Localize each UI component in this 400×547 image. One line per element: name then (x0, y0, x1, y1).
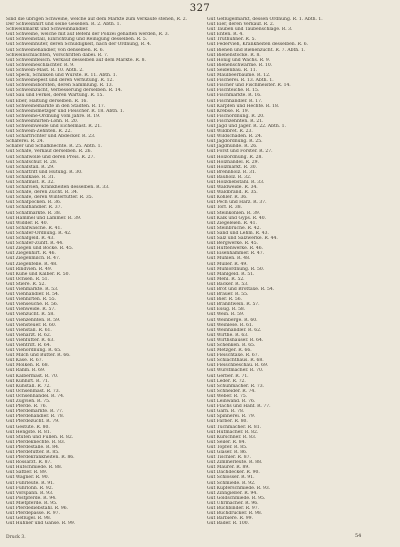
index-entry: Gut Wildschaden. R. 24. (207, 134, 263, 140)
index-entry: Gut Dachdecker. R. 90. (207, 470, 260, 476)
index-entry: Gut Pferdediebstahl. R. 96. (6, 506, 69, 511)
right-column (207, 17, 393, 526)
index-entry: Gut Schafhändler. R. 37. (6, 205, 62, 211)
index-entry: Gut Schaftrift und Hutung. R. 30. (6, 169, 83, 175)
index-entry: Gut Weinhändler. R. 62. (207, 327, 262, 333)
index-entry: Gut Viehfutter. R. 63. (6, 337, 55, 343)
index-entry: Gut Holzordnung. R. 28. (207, 154, 263, 160)
index-entry: Gut Käse. R. 67. (6, 358, 44, 364)
index-entry: Der Schweinhirt und seine Gesellen. R. 2. Abth. 1. (6, 22, 121, 28)
index-entry: Gut Viehzehnten. R. 59. (6, 317, 61, 323)
index-entry: Schäfer und Schafknechte. R. 25. Abth. 1. (6, 144, 102, 150)
index-entry: Gut Maurer. R. 89. (207, 465, 250, 471)
index-entry: Gut Brot und Brottaxe. R. 54. (207, 286, 275, 292)
index-entry: Gut Hengste. R. 81. (6, 429, 52, 435)
index-entry: Gut Pferdezucht. R. 79. (6, 419, 60, 425)
index-entry: Gut Schafgeld. R. 43. (6, 236, 55, 242)
index-entry: Gut Ochsenhandel. R. 74. (6, 393, 65, 399)
index-entry: Gut Jagdordnung. R. 25. (207, 139, 263, 145)
index-entry: Gut Mühlen. R. 48. (207, 256, 251, 262)
index-entry: Gut Mehl. R. 52. (207, 276, 245, 282)
index-entry: Gut Kühe und Kälber. R. 50. (6, 271, 70, 277)
index-entry: Gut Schafe, Verkauf derselben. R. 26. (6, 149, 92, 155)
index-entry: Gut Weinlese. R. 61. (207, 322, 254, 328)
index-entry: Gut Waldbrand. R. 35. (207, 190, 258, 196)
index-entry: Gut Steinbrüche. R. 42. (207, 225, 261, 231)
index-entry: Schweinschlachten, Vorschriften dabei. R. 7. (6, 52, 109, 58)
index-entry: Gut Fischmärkte. R. 16. (207, 93, 262, 99)
index-entry: Gut Bauholz. R. 32. (207, 174, 252, 180)
index-entry: Gut Pferde. R. 76. (6, 404, 48, 410)
index-entry: Gut Kuhhirt. R. 71. (6, 378, 50, 384)
index-entry: Gut Mahlgeld. R. 51. (207, 271, 255, 277)
index-entry: Gut Fischordnung. R. 20. (207, 113, 265, 119)
index-entry: Gut Schneider. R. 74. (207, 388, 256, 394)
index-entry: Gut Pferdeknechte. R. 83. (6, 439, 66, 445)
index-entry: Gut Schweinfleisch. Verkauf desselben auf dem Markte. R. 8. (6, 57, 146, 63)
index-entry: Gut Schafwolle und deren Preis. R. 27. (6, 154, 95, 160)
index-entry: Gut Milch und Butter. R. 66. (6, 353, 71, 359)
index-entry: Gut Rahm. R. 69. (6, 368, 46, 374)
index-entry: Gut Schafwäsche. R. 41. (6, 225, 62, 231)
index-entry: Gut Tischler. R. 87. (207, 455, 251, 461)
index-entry: Gut Viehweide. R. 57. (6, 307, 56, 313)
index-entry: Gut Viehhirten. R. 55. (6, 297, 57, 303)
index-entry: Gut Rossarzt. R. 87. (6, 460, 52, 466)
index-entry: Gut Schlachthaus. R. 68. (207, 358, 264, 364)
index-entry: Gut Färber. R. 80. (207, 419, 248, 425)
index-entry: Gut Honig und Wachs. R. 9. (207, 57, 271, 63)
index-entry: Gut Sau und Ferkel, deren Wartung. R. 15. (6, 93, 104, 99)
index-entry: Gut Schweinstall, Einrichtung und Reinigung desselben. R. 5. (6, 37, 148, 43)
index-entry: Gut Schweinsmetzger und Fleischer. R. 18. Abth. 1. (6, 108, 125, 114)
index-entry: Gut Wildbret. R. 23. (207, 129, 253, 135)
index-entry: Gut Schweine-Ordnung vom Jahre. R. 19. (6, 113, 101, 119)
index-entry: Gut Glaser. R. 86. (207, 449, 248, 455)
index-entry: Gut Goldschmiede. R. 95. (207, 495, 266, 501)
index-entry: Gut Torf. R. 38. (207, 205, 243, 211)
index-entry: Gut Pferdemärkte. R. 77. (6, 409, 64, 415)
index-entry: Gut Kalk und Gyps. R. 40. (207, 215, 267, 221)
index-entry: Gut Schafmist. R. 32. (6, 180, 55, 185)
index-entry: Gut Buchdrucker. R. 98. (207, 511, 263, 517)
index-entry: Gut Holzdiebstahl. R. 33. (207, 180, 265, 185)
index-entry: Gut Seidenbau. R. 11. (207, 67, 258, 73)
index-entry: Gut Bergwerke. R. 45. (207, 241, 259, 247)
index-entry: Gut Essig. R. 58. (207, 307, 246, 313)
index-entry: Gut Brauer. R. 55. (207, 292, 249, 298)
index-entry: Gut Vieharzt. R. 62. (6, 332, 52, 338)
index-entry: Gut Krebse. R. 19. (207, 108, 250, 114)
index-entry: Gut Schafe, deren Zucht. R. 34. (6, 190, 79, 196)
left-column (6, 17, 194, 526)
index-entry: Gut Brennholz. R. 31. (207, 169, 257, 175)
index-entry: Gut Leinwand. R. 76. (207, 399, 256, 405)
index-entry: Gut Schafkäse. R. 31. (6, 174, 56, 180)
index-entry: Gut Hammel und Lämmer. R. 39. (6, 215, 82, 221)
index-entry: Gut Schweinehändler, von denselben. R. 6. (6, 47, 105, 53)
index-entry: Gut Fischhändler. R. 17. (207, 98, 263, 104)
index-entry: Gut Ziegenhirt. R. 46. (6, 251, 56, 257)
index-entry: Gut Wirthe. R. 63. (207, 332, 249, 338)
index-entry: Gut Fuhrleute. R. 91. (6, 480, 55, 486)
index-entry: Gut Fleischtaxe. R. 67. (207, 353, 260, 359)
index-entry: Gut Zimmerleute. R. 88. (207, 460, 263, 466)
index-entry: Gut Fischer und Fischmeister. R. 14. (207, 83, 291, 89)
index-entry: Gut Schweine, welche mit auf Befehl der Polizei gehalten werden, R. 3. (6, 32, 170, 38)
index-entry: Gut Stuten und Füllen. R. 82. (6, 434, 74, 440)
index-entry: Gut Schweinemärkte in den Städten. R. 17. (6, 103, 106, 109)
index-entry: Gut Wagner. R. 90. (6, 475, 50, 481)
index-entry: Gut Ziegenfelle. R. 48. (6, 261, 58, 267)
index-entry: Gut Stiere. R. 52. (6, 281, 46, 287)
index-entry: Gut Rindvieh. R. 49. (6, 266, 53, 272)
index-entry: Gut Sand und Lehm. R. 43. (207, 230, 269, 236)
index-entry: Gut Pferdepässe. R. 97. (6, 511, 60, 517)
index-entry: Gut Töpfer. R. 85. (207, 444, 248, 450)
index-entry: Gut Kuhstall. R. 72. (6, 383, 51, 389)
index-entry: Gut Eber, Haltung derselben. R. 16. (6, 98, 88, 104)
index-entry: Gut Flachs und Hanf. R. 77. (207, 404, 271, 410)
index-entry: Gut Schweinweide und Eichelmast. R. 21. (6, 123, 102, 129)
index-entry: Gut Schlosser. R. 91. (207, 475, 255, 481)
index-entry: Gut Bienenschwärme. R. 10. (207, 62, 273, 68)
index-entry: Gut Schafpocken. R. 36. (6, 200, 62, 206)
index-entry: Gut Metzger. R. 66. (207, 348, 252, 354)
index-entry: Gut Waldweide. R. 34. (207, 185, 258, 191)
index-entry: Gut Zugvieh. R. 75. (6, 399, 51, 405)
index-entry: Gut Barbiere. R. 99. (207, 516, 253, 522)
index-entry: Gut Fuhrlohn. R. 92. (6, 485, 54, 491)
index-entry: Gut Wurstmacher. R. 70. (207, 368, 264, 374)
index-entry: Gut Gestüte. R. 80. (6, 424, 50, 430)
index-entry: Gut Schweinzucht, Verbesserung derselben. R. 14. (6, 88, 122, 94)
index-entry: Sind die übrigen Schweine, welche auf dem Markte zum Verkaufe stehen, R. 2. (6, 17, 188, 22)
index-entry: Gut Schafe, deren Winterfutter. R. 35. (6, 195, 94, 201)
index-entry: Gut Schweineschlachter. R. 9. (6, 62, 75, 68)
index-entry: Gut Federvieh, Krankheiten desselben. R. 6. (207, 42, 309, 48)
index-entry: Gut Schenken. R. 65. (207, 343, 256, 348)
index-entry: Gut Spinnerei. R. 79. (207, 414, 256, 420)
index-entry: Gut Kürschner. R. 83. (207, 434, 257, 440)
index-entry: Gut Schweinepest und deren Verhütung. R. 12. (6, 78, 114, 84)
index-entry: Gut Schafschur. R. 28. (6, 159, 58, 165)
index-entry: Gut Branntwein. R. 57. (207, 302, 260, 308)
index-entry: Gut Holzhandel. R. 29. (207, 159, 259, 165)
index-entry: Gut Viehsteuer. R. 60. (6, 322, 57, 328)
index-entry: Gut Eier, deren Verkauf. R. 2. (207, 22, 275, 28)
index-entry: Gut Viehhändler. R. 54. (6, 292, 60, 298)
index-entry: Gut Widder. R. 40. (6, 220, 49, 226)
index-entry: Gut Eisenhämmer. R. 47. (207, 251, 265, 257)
index-entry: Gut Bier. R. 56. (207, 297, 243, 303)
index-entry: Gut Vorspann. R. 93. (6, 490, 54, 496)
index-entry: Gut Mühlordnung. R. 50. (207, 266, 265, 272)
index-entry: Gut Müller. R. 49. (207, 261, 248, 267)
index-entry: Gut Viehtrift. R. 64. (6, 343, 52, 348)
index-entry: Gut Truthühner. R. 5. (207, 37, 256, 43)
index-entry: Gut Hufschmiede. R. 88. (6, 465, 63, 471)
index-entry: Gut Schweinhirten-Lohn. R. 20. (6, 118, 79, 124)
index-entry: Gut Wein. R. 59. (207, 312, 245, 318)
index-entry: Gut Weber. R. 75. (207, 393, 248, 399)
index-entry: Gut Jagd und Jäger. R. 22. Abth. 1. (207, 123, 286, 129)
index-entry: Gut Schafvieh, Krankheiten desselben. R. 33. (6, 185, 110, 191)
index-entry: Gut Kupferschmiede. R. 93. (207, 485, 271, 491)
index-entry: Gut Forst und Förster. R. 27. (207, 149, 273, 155)
index-entry: Gut Schmiede. R. 92. (207, 480, 256, 486)
index-entry: Gut Bienen und Bienenzucht. R. 7. Abth. 1. (207, 47, 306, 53)
index-entry: Gut Gerber. R. 71. (207, 373, 249, 379)
index-entry: Gut Schweinhüter, deren Schuldigkeit, nach der Ordnung, R. 4. (6, 42, 152, 48)
index-entry: Gut Ziegenmilch. R. 47. (6, 256, 61, 262)
index-entry: Gut Steinkohlen. R. 39. (207, 210, 261, 216)
index-entry: Gut Seiler. R. 84. (207, 439, 246, 445)
index-entry: Gut Viehseuche. R. 56. (6, 302, 59, 308)
index-entry: Schäferei. R. 24. (6, 139, 45, 145)
index-entry: Gut Fischerei. R. 13. Abth. 1. (207, 78, 274, 84)
index-entry: Gut Kälbermast. R. 70. (6, 373, 59, 379)
index-entry: Gut Fischzehnten. R. 21. (207, 118, 264, 124)
index-entry: Gut Geflügelmarkt, dessen Ordnung. R. 1. Abth. 1. (207, 17, 323, 22)
index-entry: Gut Mietpferde. R. 95. (6, 500, 58, 506)
index-entry: Gut Tuchmacher. R. 81. (207, 424, 262, 430)
index-entry: Gut Hüttenwerke. R. 46. (207, 246, 264, 252)
index-entry: Gut Pferdekrankheiten. R. 86. (6, 455, 75, 461)
index-entry: Gut Sattler. R. 89. (6, 470, 48, 476)
index-entry: Gut Ochsenmast. R. 73. (6, 388, 61, 394)
index-entry: Gut Viehmärkte. R. 53. (6, 286, 59, 292)
index-entry: Gut Enten. R. 4. (207, 32, 244, 38)
index-entry: Gut Viehordnung. R. 65. (6, 348, 62, 354)
index-entry: Gut Geflügel. R. 98. (6, 516, 52, 522)
index-entry: Gut Pferdefutter. R. 85. (6, 449, 60, 455)
index-entry: Schweinmarkt und Schweinhändler. (6, 27, 89, 33)
index-entry: Gut Schwein-Mast. R. 10. Abth. 2. (6, 67, 84, 73)
index-entry: Gut Viehzucht. R. 58. (6, 312, 55, 318)
index-entry: Gut Pferdehändler. R. 78. (6, 414, 65, 420)
index-entry: Gut Ochsen. R. 51. (6, 276, 49, 282)
index-entry: Gut Schäfer-Zunft. R. 44. (6, 241, 64, 247)
index-entry: Gut Scharfrichter und Abdecker. R. 23. (6, 134, 96, 140)
index-entry: Gut Fischteiche. R. 15. (207, 88, 260, 94)
index-entry: Gut Jagdhunde. R. 26. (207, 144, 258, 150)
index-entry: Gut Speck, Schinken und Würste. R. 11. Abth. 1. (6, 73, 118, 79)
index-entry: Gut Pferdeställe. R. 84. (6, 444, 60, 450)
page-number: 327 (189, 3, 211, 14)
index-entry: Gut Bader. R. 100. (207, 521, 250, 527)
index-entry: Gut Ziegeleien. R. 41. (207, 220, 257, 226)
index-entry: Gut Hühner und Gänse. R. 99. (6, 521, 76, 527)
index-entry: Gut Ziegen und Böcke. R. 45. (6, 246, 74, 252)
index-entry: Gut Schafmärkte. R. 38. (6, 210, 62, 216)
index-entry: Gut Schwein-Zehnten. R. 22. (6, 129, 72, 135)
index-entry: Gut Fleischbeschau. R. 69. (207, 363, 269, 369)
index-entry: Gut Schäfer-Ordnung. R. 42. (6, 230, 72, 236)
index-entry: Gut Postpferde. R. 94. (6, 495, 57, 501)
index-entry: Gut Wirthshäuser. R. 64. (207, 337, 264, 343)
index-entry: Gut Maulbeerbäume. R. 12. (207, 73, 271, 79)
footer-note: Druck 3. (6, 535, 26, 540)
signature-mark: 54 (355, 533, 362, 539)
index-entry: Gut Karpfen und Hechte. R. 18. (207, 103, 280, 109)
index-entry: Gut Uhrmacher. R. 96. (207, 500, 259, 506)
index-entry: Gut Salz und Salzwerke. R. 44. (207, 236, 278, 242)
index-entry: Gut Hutmacher. R. 82. (207, 429, 259, 435)
index-entry: Gut Bienenstöcke. R. 8. (207, 52, 261, 58)
index-entry: Gut Köhler. R. 36. (207, 195, 248, 201)
index-entry: Gut Leder. R. 72. (207, 378, 246, 384)
index-entry: Gut Buchbinder. R. 97. (207, 506, 260, 511)
index-entry: Gut Bäcker. R. 53. (207, 281, 249, 287)
index-entry: Gut Molken. R. 68. (6, 363, 50, 369)
index-entry: Gut Schafstall. R. 29. (6, 164, 55, 170)
index-entry: Gut Viehstall. R. 61. (6, 327, 52, 333)
index-entry: Gut Zinngießer. R. 94. (207, 490, 258, 496)
index-entry: Gut Holzmarkt. R. 30. (207, 164, 258, 170)
index-entry: Gut Garn. R. 78. (207, 409, 245, 415)
index-entry: Gut Tauben und Taubenschläge. R. 3. (207, 27, 293, 33)
index-entry: Gut Schuhmacher. R. 73. (207, 383, 264, 389)
index-entry: Gut Pech und Harz. R. 37. (207, 200, 267, 206)
index-entry: Gut Weinberge. R. 60. (207, 317, 258, 323)
index-entry: Gut Schweinsborsten, deren Sammlung. R. 13. (6, 83, 114, 89)
